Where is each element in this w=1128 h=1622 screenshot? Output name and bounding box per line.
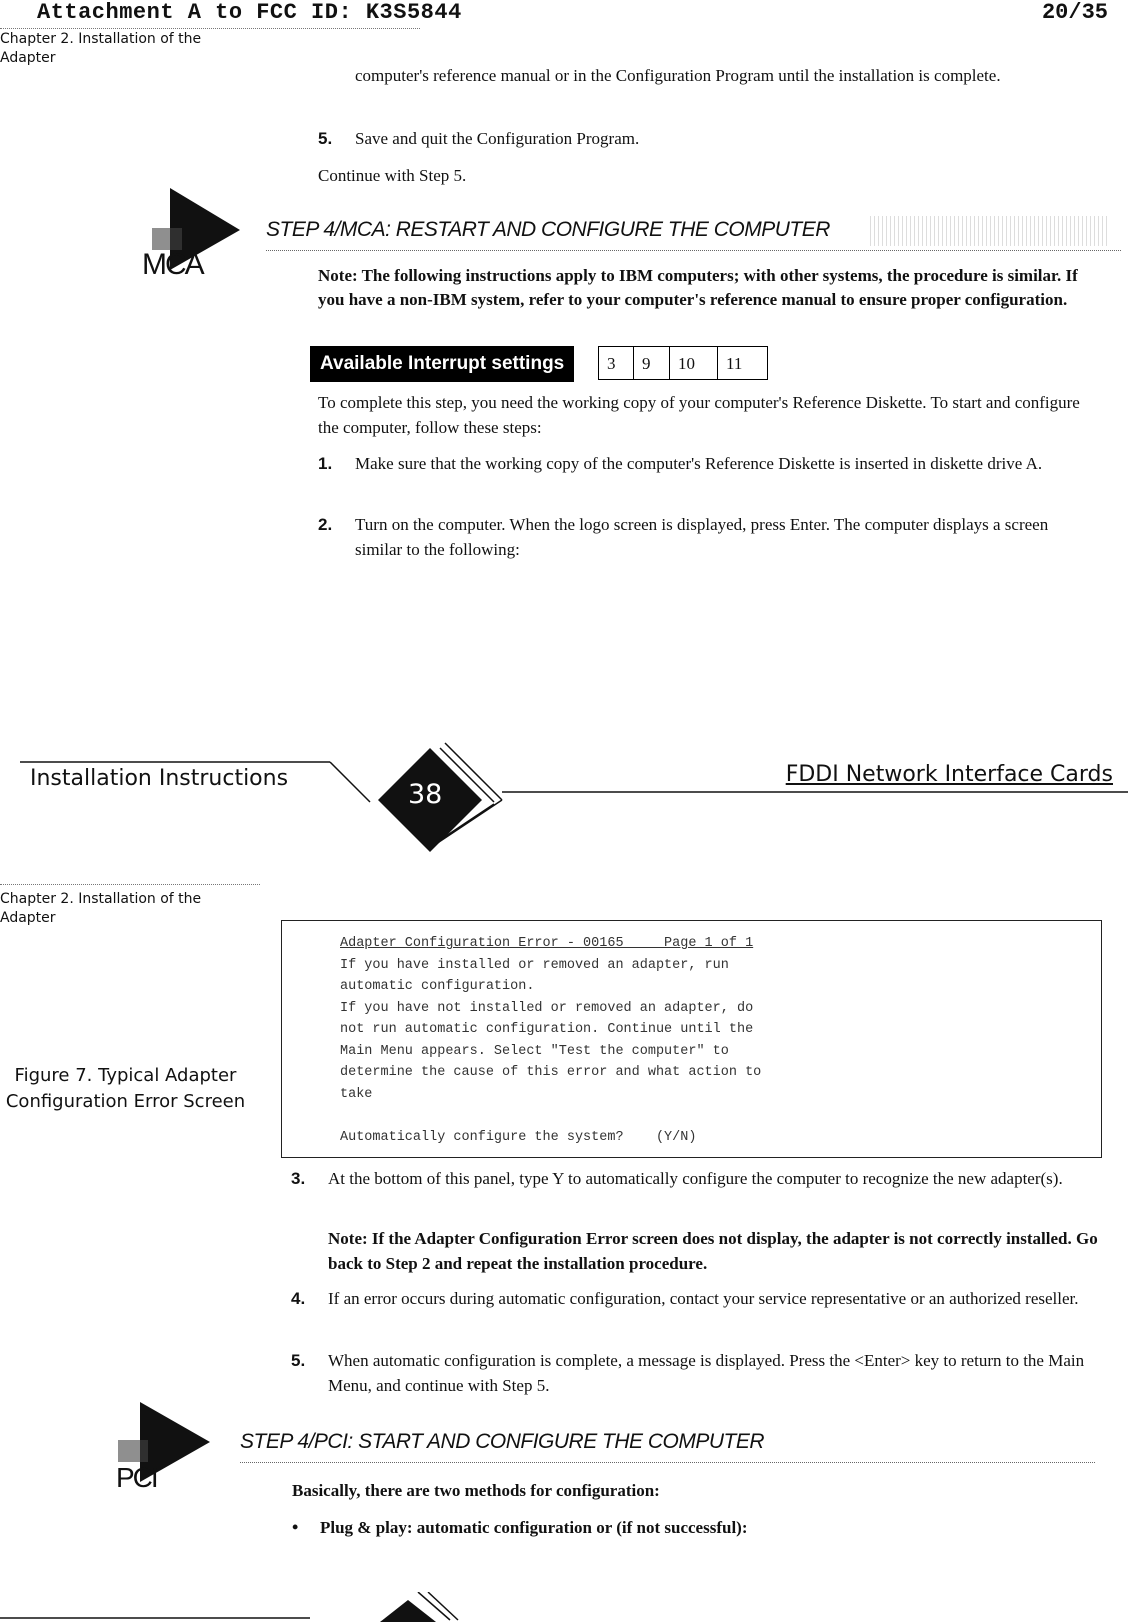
- footer-right: FDDI Network Interface Cards: [785, 762, 1113, 787]
- footer-left: Installation Instructions: [30, 766, 289, 791]
- list-item: [291, 1286, 1096, 1311]
- step-rule: [240, 1462, 1095, 1463]
- error-line: If you have installed or removed an adapter, run: [340, 957, 729, 973]
- header-rule: [0, 28, 420, 29]
- chapter-label: Chapter 2. Installation of the Adapter: [0, 31, 202, 66]
- list-number: 5.: [318, 129, 333, 148]
- irq-values: [598, 346, 768, 380]
- intro-text: computer's reference manual or in the Configuration Program until the installation is complete.: [355, 66, 1001, 85]
- bottom-footer-fragment: [0, 1592, 1128, 1622]
- list-item: [318, 126, 1058, 151]
- continue-text: Continue with Step 5.: [318, 166, 467, 185]
- chapter-label: Chapter 2. Installation of the Adapter: [0, 891, 202, 926]
- irq-value: 9: [634, 346, 670, 380]
- list-number: 1.: [318, 454, 333, 473]
- page-separator-rule: [0, 884, 260, 885]
- error-line: Main Menu appears. Select "Test the computer" to: [340, 1043, 729, 1059]
- list-text: If an error occurs during automatic configuration, contact your service representative or an authorized reseller.: [328, 1289, 1079, 1308]
- note-adapter-error: Note: If the Adapter Configuration Error screen does not display, the adapter is not correctly installed. Go back to Step 2 and repeat the installation procedure.: [328, 1229, 1098, 1273]
- figure-caption: Figure 7. Typical Adapter Configuration Error Screen: [5, 1065, 246, 1112]
- list-number: 3.: [291, 1169, 306, 1188]
- bullet-icon: •: [292, 1517, 299, 1537]
- list-item: [291, 1348, 1096, 1398]
- error-screen-content: [340, 933, 761, 1148]
- error-screen: [281, 920, 1102, 1158]
- document-header-title: Attachment A to FCC ID: K3S5844: [37, 0, 462, 25]
- list-item: [291, 1166, 1081, 1191]
- footer-page-number: 38: [408, 779, 443, 810]
- pci-logo: PCI: [116, 1462, 157, 1493]
- list-text: Make sure that the working copy of the computer's Reference Diskette is inserted in diskette drive A.: [355, 454, 1043, 473]
- step-title-pci: STEP 4/PCI: START AND CONFIGURE THE COMPUTER: [240, 1430, 765, 1453]
- error-line: Automatically configure the system? (Y/N): [340, 1129, 697, 1145]
- step-title-mca: STEP 4/MCA: RESTART AND CONFIGURE THE COMPUTER: [266, 218, 830, 241]
- irq-value: 11: [718, 346, 768, 380]
- irq-value: 3: [598, 346, 634, 380]
- irq-value: 10: [670, 346, 718, 380]
- list-number: 4.: [291, 1289, 306, 1308]
- halftone-decoration: [870, 216, 1110, 246]
- list-text: Save and quit the Configuration Program.: [355, 129, 640, 148]
- error-line: [340, 1105, 761, 1127]
- step-rule: [266, 250, 1121, 251]
- list-text: At the bottom of this panel, type Y to automatically configure the computer to recognize the new adapter(s).: [328, 1169, 1063, 1188]
- list-item: [318, 451, 1078, 476]
- list-number: 5.: [291, 1351, 306, 1370]
- reference-paragraph: To complete this step, you need the working copy of your computer's Reference Diskette. To start and configure the computer, follow these steps:: [318, 393, 1080, 437]
- methods-text: Basically, there are two methods for configuration:: [292, 1481, 660, 1500]
- list-number: 2.: [318, 515, 333, 534]
- error-line: determine the cause of this error and what action to: [340, 1065, 762, 1080]
- error-line: take: [340, 1086, 373, 1102]
- footer-page-badge: [20, 740, 1128, 852]
- document-page-counter: 20/35: [1041, 0, 1108, 25]
- error-line: If you have not installed or removed an adapter, do: [340, 1000, 754, 1016]
- error-line: automatic configuration.: [340, 979, 535, 994]
- list-text: When automatic configuration is complete, a message is displayed. Press the <Enter> key to return to the Main Menu, and continue with Step 5.: [328, 1351, 1085, 1395]
- list-item: [318, 512, 1078, 562]
- bullet-item: [292, 1515, 992, 1540]
- list-text: Turn on the computer. When the logo screen is displayed, press Enter. The computer displays a screen similar to the following:: [355, 515, 1049, 559]
- error-line: not run automatic configuration. Continue until the: [340, 1022, 754, 1037]
- error-line: Adapter Configuration Error - 00165 Page 1 of 1: [340, 936, 754, 951]
- mca-logo: MCA: [142, 248, 203, 281]
- irq-settings-label: Available Interrupt settings: [310, 346, 574, 382]
- bullet-text: Plug & play: automatic configuration or (if not successful):: [320, 1518, 748, 1537]
- note-ibm: Note: The following instructions apply to IBM computers; with other systems, the procedure is similar. If you have a non-IBM system, refer to your computer's reference manual to ensure proper configuration.: [318, 266, 1078, 309]
